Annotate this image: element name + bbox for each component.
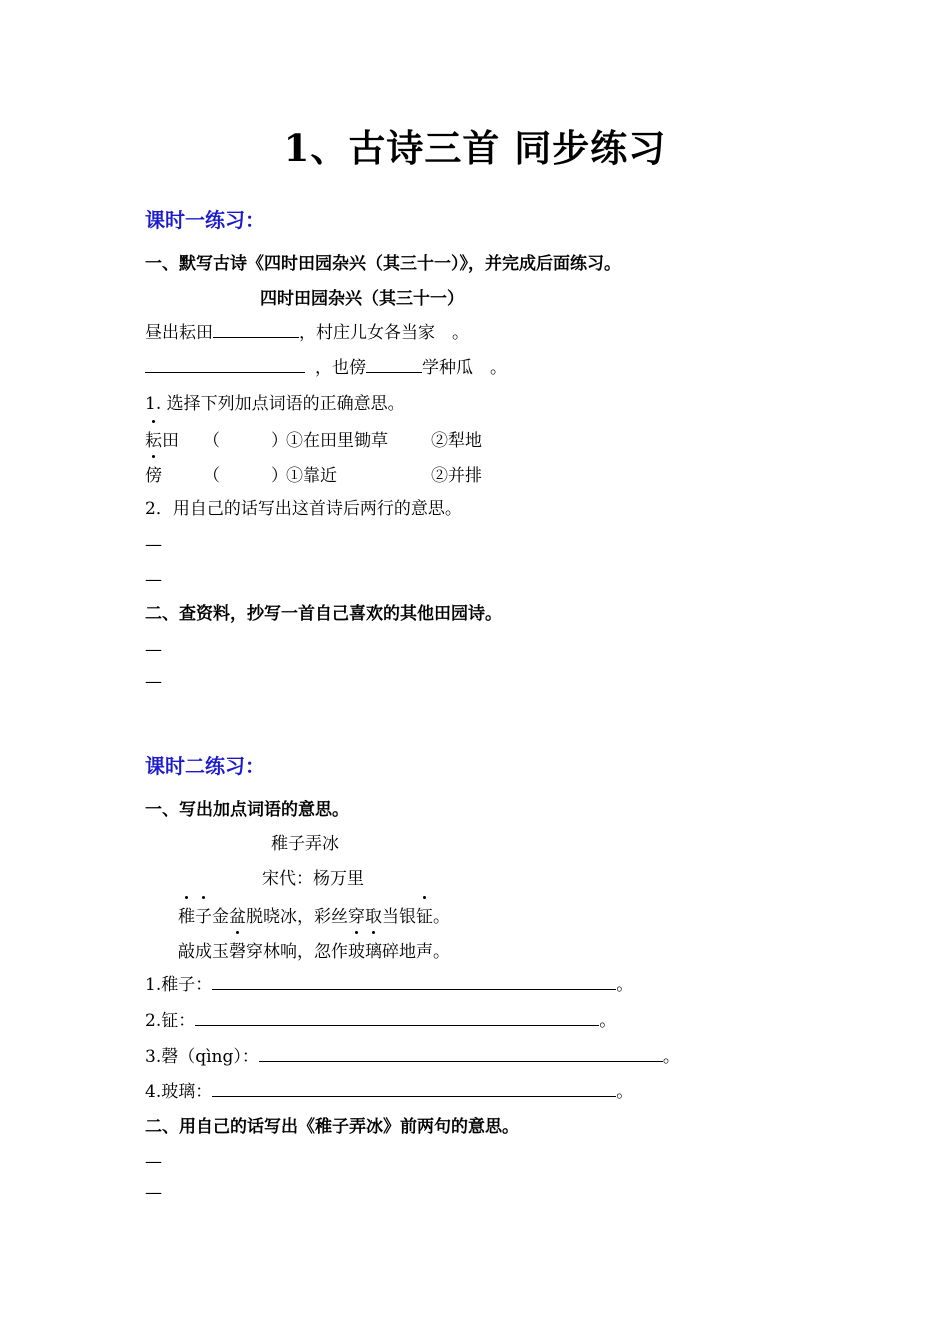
lesson1-q1-heading: 一、默写古诗《四时田园杂兴（其三十一）》，并完成后面练习。 <box>145 254 621 274</box>
answer-row-1 <box>145 970 633 995</box>
poem-line-2-mid: ，也傍 <box>315 358 366 378</box>
dotted-word: 耘 <box>145 426 162 451</box>
dotted-word: 傍 <box>145 461 162 486</box>
lesson2-q2-heading: 二、用自己的话写出《稚子弄冰》前两句的意思。 <box>145 1117 519 1137</box>
poem-blank-2[interactable] <box>145 356 305 373</box>
dotted-word: 钲 <box>416 902 433 927</box>
poem-blank-3[interactable] <box>366 356 422 373</box>
answer-line[interactable]: — <box>145 672 162 692</box>
choice-item-2-paren[interactable]: （ ） <box>203 466 288 486</box>
dotted-word: 璃 <box>365 937 382 962</box>
answer-end: 。 <box>616 975 634 995</box>
lesson2-poem-line-2 <box>178 937 450 962</box>
choice-item-1-opt2: ②犁地 <box>431 431 482 451</box>
answer-row-2 <box>145 1006 616 1031</box>
lesson2-q1-heading: 一、写出加点词语的意思。 <box>145 800 349 820</box>
choice-item-2-opt2: ②并排 <box>431 466 482 486</box>
choice-item-1-paren[interactable]: （ ） <box>203 431 288 451</box>
answer-label: 1.稚子： <box>145 975 213 995</box>
choice-item-1 <box>145 426 179 451</box>
lesson2-poem-title: 稚子弄冰 <box>271 834 339 854</box>
poem-blank-1[interactable] <box>213 321 299 338</box>
poem-line-1-end: ，村庄儿女各当家 。 <box>299 323 469 343</box>
choice-item-1-opt1: ①在田里锄草 <box>286 431 388 451</box>
page-title: 1、古诗三首 同步练习 <box>283 126 667 170</box>
answer-line[interactable]: — <box>145 570 162 590</box>
lesson2-heading: 课时二练习： <box>145 754 265 778</box>
dotted-word: 子 <box>195 902 212 927</box>
answer-blank-3[interactable] <box>259 1045 663 1062</box>
lesson1-sub1: 1. 选择下列加点词语的正确意思。 <box>145 394 405 414</box>
answer-blank-4[interactable] <box>212 1080 616 1097</box>
answer-row-4 <box>145 1077 633 1102</box>
answer-label: 4.玻璃： <box>145 1082 213 1102</box>
lesson1-poem-title: 四时田园杂兴（其三十一） <box>260 289 464 309</box>
answer-line[interactable]: — <box>145 1183 162 1203</box>
answer-row-3 <box>145 1042 680 1067</box>
dotted-word: 磬 <box>229 937 246 962</box>
lesson1-heading: 课时一练习： <box>145 208 265 232</box>
answer-end: 。 <box>616 1082 634 1102</box>
answer-label: 3.磬（qìng）： <box>145 1047 259 1067</box>
answer-blank-2[interactable] <box>195 1009 599 1026</box>
answer-label: 2.钲： <box>145 1011 196 1031</box>
word-rest: 田 <box>162 431 179 451</box>
choice-item-2 <box>145 461 162 486</box>
answer-line[interactable]: — <box>145 535 162 555</box>
poem-line-2-end: 学种瓜 。 <box>422 358 507 378</box>
poem-text: 穿林响，忽作 <box>246 942 348 962</box>
answer-line[interactable]: — <box>145 640 162 660</box>
dotted-word: 玻 <box>348 937 365 962</box>
lesson1-q2-heading: 二、查资料，抄写一首自己喜欢的其他田园诗。 <box>145 604 502 624</box>
answer-end: 。 <box>662 1047 680 1067</box>
answer-line[interactable]: — <box>145 1152 162 1172</box>
lesson2-poem-author: 宋代：杨万里 <box>262 869 364 889</box>
poem-text: 。 <box>433 907 450 927</box>
choice-item-2-opt1: ①靠近 <box>286 466 337 486</box>
answer-blank-1[interactable] <box>212 973 616 990</box>
poem-line-1 <box>145 318 469 343</box>
dotted-word: 稚 <box>178 902 195 927</box>
poem-line-2 <box>145 353 507 378</box>
poem-text: 金盆脱晓冰，彩丝穿取当银 <box>212 907 416 927</box>
poem-text: 敲成玉 <box>178 942 229 962</box>
poem-text: 碎地声。 <box>382 942 450 962</box>
lesson2-poem-line-1 <box>178 902 450 927</box>
answer-end: 。 <box>599 1011 617 1031</box>
lesson1-sub2: 2．用自己的话写出这首诗后两行的意思。 <box>145 499 462 519</box>
poem-line-1-start: 昼出耘田 <box>145 323 213 343</box>
